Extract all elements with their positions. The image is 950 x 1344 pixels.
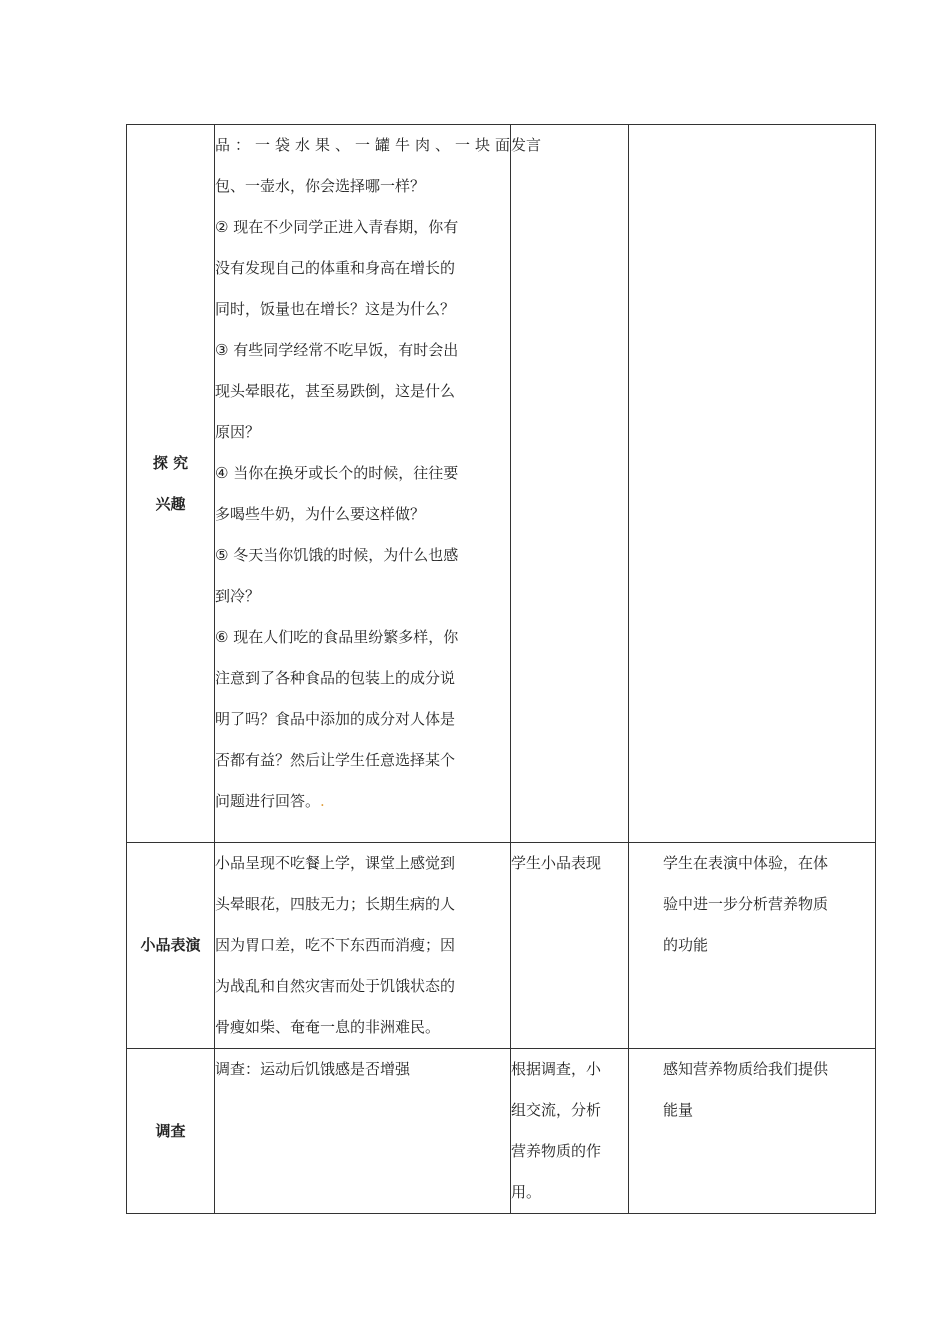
content-line: 否都有益？然后让学生任意选择某个 bbox=[215, 751, 456, 769]
student-activity-cell bbox=[511, 125, 629, 843]
content-line: 头晕眼花，四肢无力；长期生病的人 bbox=[215, 895, 456, 913]
content-line: 同时，饭量也在增长？这是为什么？ bbox=[215, 300, 456, 318]
student-activity-cell bbox=[511, 1049, 629, 1214]
content-line: ③ 有些同学经常不吃早饭，有时会出 bbox=[215, 341, 459, 359]
content-line: 为战乱和自然灾害而处于饥饿状态的 bbox=[215, 977, 456, 995]
activity-content-cell bbox=[215, 843, 511, 1049]
section-label: 探 究 bbox=[152, 453, 189, 472]
student-line: 学生小品表现 bbox=[511, 854, 602, 872]
content-line: 多喝些牛奶，为什么要这样做？ bbox=[215, 505, 426, 523]
ornament-dot: . bbox=[320, 792, 325, 810]
intent-line: 学生在表演中体验，在体 bbox=[663, 854, 829, 872]
intent-line: 验中进一步分析营养物质 bbox=[663, 895, 829, 913]
content-line: ② 现在不少同学正进入青春期，你有 bbox=[215, 218, 459, 236]
section-label-cell bbox=[127, 1049, 215, 1214]
content-line: ④ 当你在换牙或长个的时候，往往要 bbox=[215, 464, 459, 482]
content-line: 调查：运动后饥饿感是否增强 bbox=[215, 1060, 411, 1078]
lesson-table bbox=[126, 124, 876, 1214]
content-line: 没有发现自己的体重和身高在增长的 bbox=[215, 259, 456, 277]
section-label-cell bbox=[127, 125, 215, 843]
content-line: 原因？ bbox=[215, 423, 261, 441]
section-label: 兴趣 bbox=[155, 494, 186, 513]
student-activity-cell bbox=[511, 843, 629, 1049]
content-line: 骨瘦如柴、奄奄一息的非洲难民。 bbox=[215, 1018, 441, 1036]
content-line: 因为胃口差，吃不下东西而消瘦；因 bbox=[215, 936, 456, 954]
design-intent-cell bbox=[629, 1049, 876, 1214]
activity-content-cell bbox=[215, 1049, 511, 1214]
section-label: 调查 bbox=[155, 1121, 186, 1140]
content-line: 小品呈现不吃餐上学，课堂上感觉到 bbox=[215, 854, 456, 872]
intent-line: 能量 bbox=[663, 1101, 694, 1119]
intent-line: 的功能 bbox=[663, 936, 709, 954]
activity-content-cell bbox=[215, 125, 511, 843]
section-label-cell bbox=[127, 843, 215, 1049]
content-line-text: 问题进行回答。 bbox=[215, 792, 321, 810]
content-line: ⑥ 现在人们吃的食品里纷繁多样，你 bbox=[215, 628, 459, 646]
content-line: 明了吗？食品中添加的成分对人体是 bbox=[215, 710, 456, 728]
design-intent-cell bbox=[629, 843, 876, 1049]
table-row bbox=[127, 125, 876, 843]
student-line: 营养物质的作 bbox=[511, 1142, 602, 1160]
content-line: 现头晕眼花，甚至易跌倒，这是什么 bbox=[215, 382, 456, 400]
student-line: 根据调查，小 bbox=[511, 1060, 602, 1078]
design-intent-cell bbox=[629, 125, 876, 843]
content-line: 品：一袋水果、一罐牛肉、一块面 bbox=[215, 136, 510, 154]
student-line: 组交流，分析 bbox=[511, 1101, 602, 1119]
section-label: 小品表演 bbox=[140, 936, 201, 954]
student-line: 发言 bbox=[511, 136, 542, 154]
content-line: 包、一壶水，你会选择哪一样？ bbox=[215, 177, 426, 195]
content-line: 注意到了各种食品的包装上的成分说 bbox=[215, 669, 456, 687]
student-line: 用。 bbox=[511, 1183, 542, 1201]
table-row bbox=[127, 843, 876, 1049]
intent-line: 感知营养物质给我们提供 bbox=[663, 1060, 829, 1078]
content-line: 到冷？ bbox=[215, 587, 261, 605]
content-line bbox=[215, 781, 510, 822]
table-row bbox=[127, 1049, 876, 1214]
content-line: ⑤ 冬天当你饥饿的时候，为什么也感 bbox=[215, 546, 459, 564]
